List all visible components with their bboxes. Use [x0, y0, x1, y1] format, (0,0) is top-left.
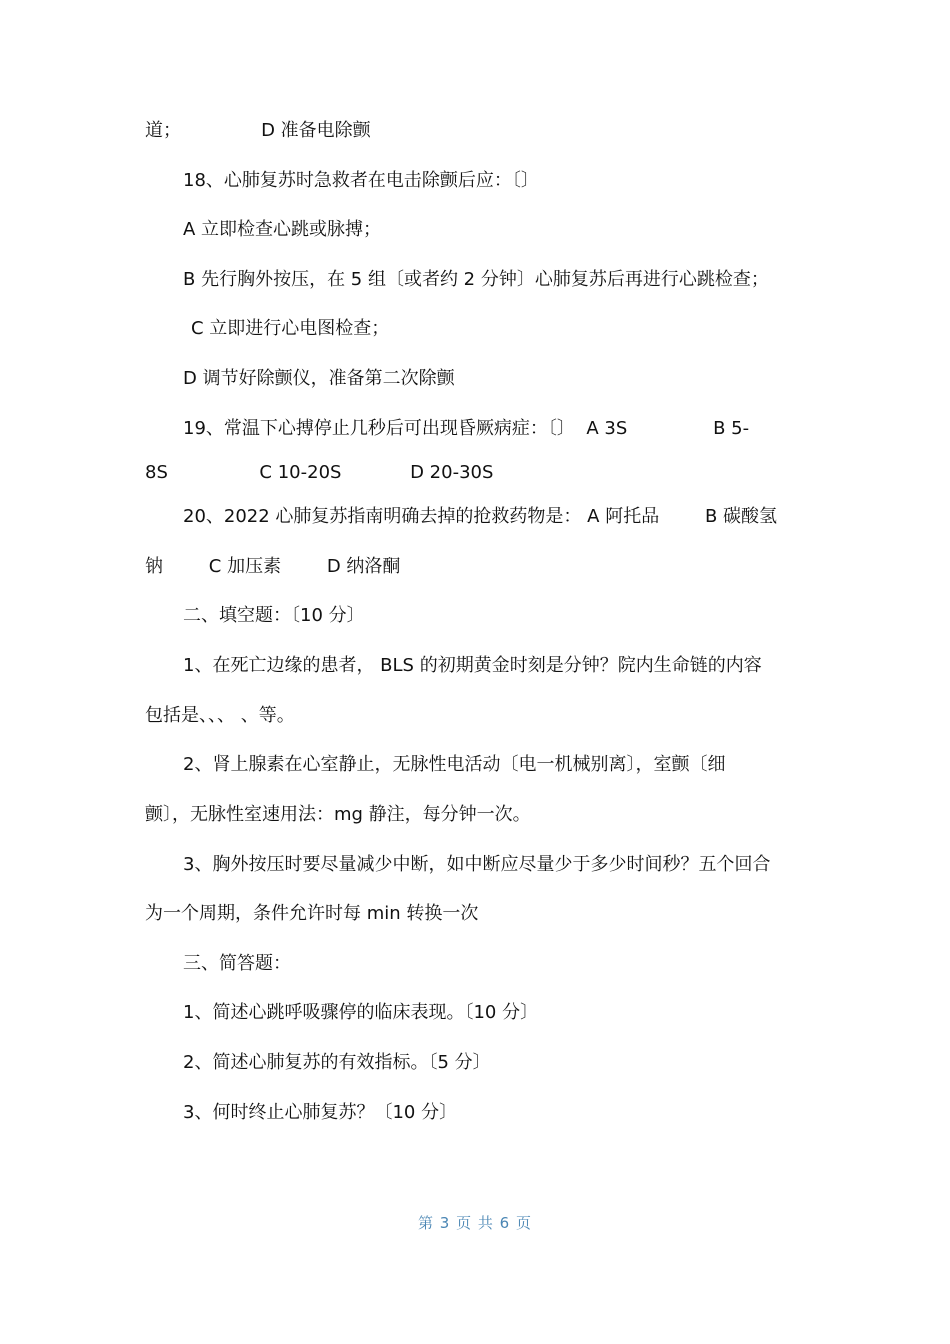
fill-in-2: 2、肾上腺素在心室静止，无脉性电活动〔电一机械别离〕，室颤〔细 [183, 754, 726, 775]
option-18-c: C 立即进行心电图检查； [191, 318, 390, 339]
short-answer-2: 2、简述心肺复苏的有效指标。〔5 分〕 [183, 1052, 491, 1073]
section-fill-in-heading: 二、填空题：〔10 分〕 [183, 605, 365, 626]
question-20-options: 钠 C 加压素 D 纳洛酮 [145, 556, 401, 577]
question-19: 19、常温下心搏停止几秒后可出现昏厥病症：〔〕 A 3S B 5- [183, 418, 750, 439]
fill-in-3: 3、胸外按压时要尽量减少中断，如中断应尽量少于多少时间秒？五个回合 [183, 854, 771, 875]
short-answer-3: 3、何时终止心肺复苏？〔10 分〕 [183, 1102, 458, 1123]
question-20: 20、2022 心肺复苏指南明确去掉的抢救药物是： A 阿托品 B 碳酸氢 [183, 506, 778, 527]
fill-in-3-cont: 为一个周期，条件允许时每 min 转换一次 [145, 903, 479, 924]
fill-in-2-cont: 颤〕，无脉性室速用法：mg 静注，每分钟一次。 [145, 804, 531, 825]
question-18: 18、心肺复苏时急救者在电击除颤后应：〔〕 [183, 170, 539, 191]
question-19-options: 8S C 10-20S D 20-30S [145, 462, 494, 483]
section-short-answer-heading: 三、简答题： [183, 953, 291, 974]
option-18-b: B 先行胸外按压，在 5 组〔或者约 2 分钟〕心肺复苏后再进行心跳检查； [183, 269, 769, 290]
fill-in-1-cont: 包括是、、、 、等。 [145, 705, 295, 726]
option-18-d: D 调节好除颤仪，准备第二次除颤 [183, 368, 455, 389]
text-line-1: 道； D 准备电除颤 [145, 120, 371, 141]
option-18-a: A 立即检查心跳或脉搏； [183, 219, 382, 240]
page-footer: 第 3 页 共 6 页 [418, 1214, 532, 1232]
fill-in-1: 1、在死亡边缘的患者， BLS 的初期黄金时刻是分钟？院内生命链的内容 [183, 655, 762, 676]
short-answer-1: 1、简述心跳呼吸骤停的临床表现。〔10 分〕 [183, 1002, 539, 1023]
